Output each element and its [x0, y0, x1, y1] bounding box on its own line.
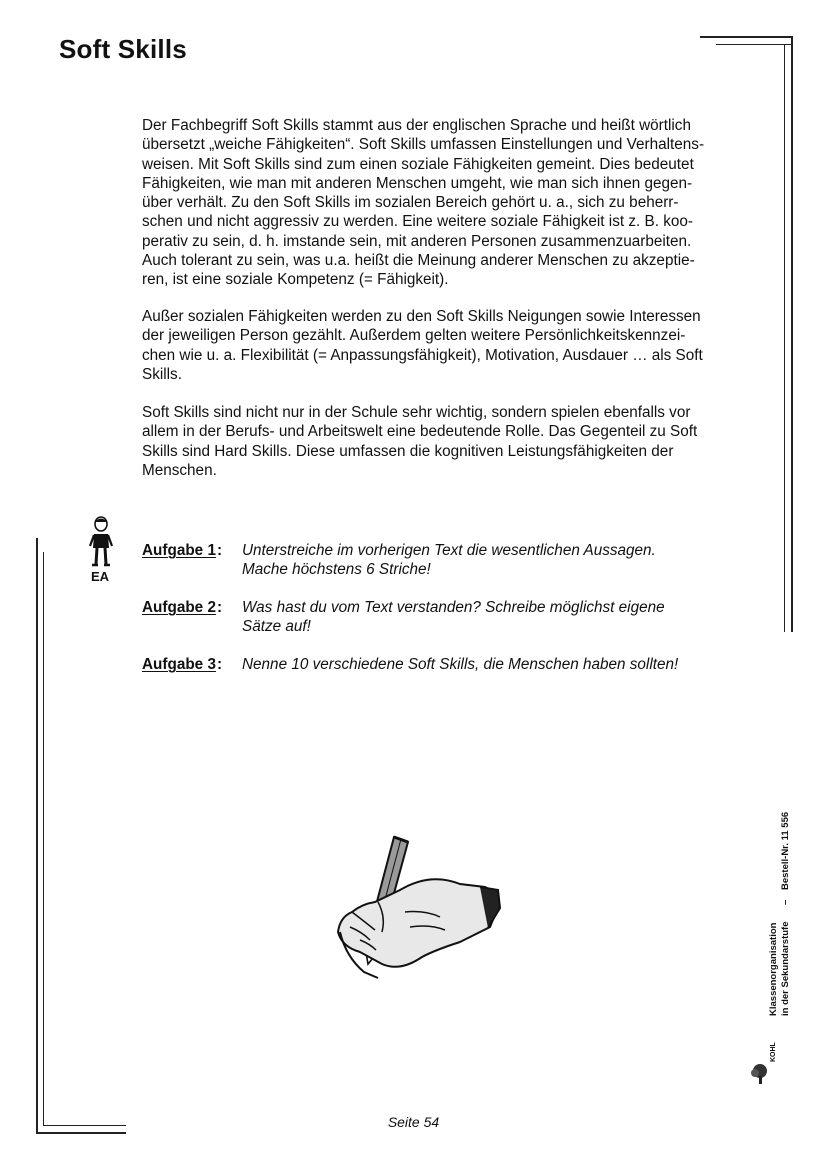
publisher-tree-logo-icon — [748, 1062, 772, 1086]
text-line: der jeweiligen Person gezählt. Außerdem gelten weitere Persönlichkeitskennzei- — [142, 327, 686, 345]
text-line: chen wie u. a. Flexibilität (= Anpassungsfähigkeit), Motivation, Ausdauer … als Soft — [142, 346, 703, 364]
text-line: Fähigkeiten, wie man mit anderen Menschen umgeht, wie man sich ihnen gegen- — [142, 174, 693, 192]
task-text: Was hast du vom Text verstanden? Schreibe möglichst eigene Sätze auf! — [242, 599, 665, 636]
text-line: Soft Skills sind nicht nur in der Schule sehr wichtig, sondern spielen ebenfalls vor — [142, 404, 691, 421]
page-title: Soft Skills — [59, 34, 187, 64]
task-text: Nenne 10 verschiedene Soft Skills, die Menschen haben sollten! — [242, 656, 679, 673]
task-text: Unterstreiche im vorherigen Text die wesentlichen Aussagen. Mache höchstens 6 Striche! — [242, 542, 656, 579]
frame-line — [716, 44, 792, 45]
body-paragraph-3 — [142, 403, 742, 480]
sidebar-title-line-1: Klassenorganisation — [768, 922, 779, 1016]
body-paragraph-1 — [142, 116, 742, 290]
frame-line — [43, 552, 44, 1126]
text-line: ren, ist eine soziale Kompetenz (= Fähigkeit). — [142, 271, 449, 289]
frame-line — [791, 36, 793, 632]
frame-line — [784, 44, 785, 632]
student-figure-icon — [88, 516, 114, 568]
work-mode-label: EA — [91, 569, 110, 584]
writing-hand-icon — [330, 832, 505, 987]
text-line: Außer sozialen Fähigkeiten werden zu den Soft Skills Neigungen sowie Interessen — [142, 308, 701, 325]
page-number: Seite 54 — [387, 1114, 440, 1130]
text-line: Der Fachbegriff Soft Skills stammt aus der englischen Sprache und heißt wörtlich — [142, 117, 691, 134]
text-line: schen und nicht aggressiv zu werden. Eine weitere soziale Fähigkeit ist z. B. koo- — [142, 213, 693, 231]
frame-line — [36, 1132, 126, 1134]
body-paragraph-2 — [142, 307, 742, 384]
text-line: Skills sind Hard Skills. Diese umfassen die kognitiven Leistungsfähigkeiten der — [142, 442, 674, 460]
task-label: Aufgabe 3 — [142, 656, 216, 673]
text-line: perativ zu sein, d. h. imstande sein, mit anderen Personen zusammenzuarbeiten. — [142, 232, 692, 250]
text-line: über verhält. Zu den Soft Skills im sozialen Bereich gehört u. a., sich zu beherr- — [142, 194, 679, 212]
sidebar-dash: – — [780, 899, 791, 905]
task-label: Aufgabe 1 — [142, 542, 216, 559]
frame-line — [700, 36, 792, 38]
text-line: allem in der Berufs- und Arbeitswelt eine bedeutende Rolle. Das Gegenteil zu Soft — [142, 423, 698, 441]
text-line: weisen. Mit Soft Skills sind zum einen soziale Fähigkeiten gemeint. Dies bedeutet — [142, 155, 694, 173]
text-line: Skills. — [142, 365, 182, 383]
text-line: Auch tolerant zu sein, was u.a. heißt die Meinung anderer Menschen zu akzeptie- — [142, 252, 695, 270]
publisher-name: KOHL — [770, 1042, 777, 1062]
sidebar-order-number: Bestell-Nr. 11 556 — [780, 811, 791, 890]
task-label: Aufgabe 2 — [142, 599, 216, 616]
frame-line — [36, 538, 38, 1134]
text-line: Menschen. — [142, 461, 217, 479]
text-line: übersetzt „weiche Fähigkeiten“. Soft Skills umfassen Einstellungen und Verhaltens- — [142, 136, 705, 154]
sidebar-title-line-2: in der Sekundarstufe — [780, 921, 791, 1016]
